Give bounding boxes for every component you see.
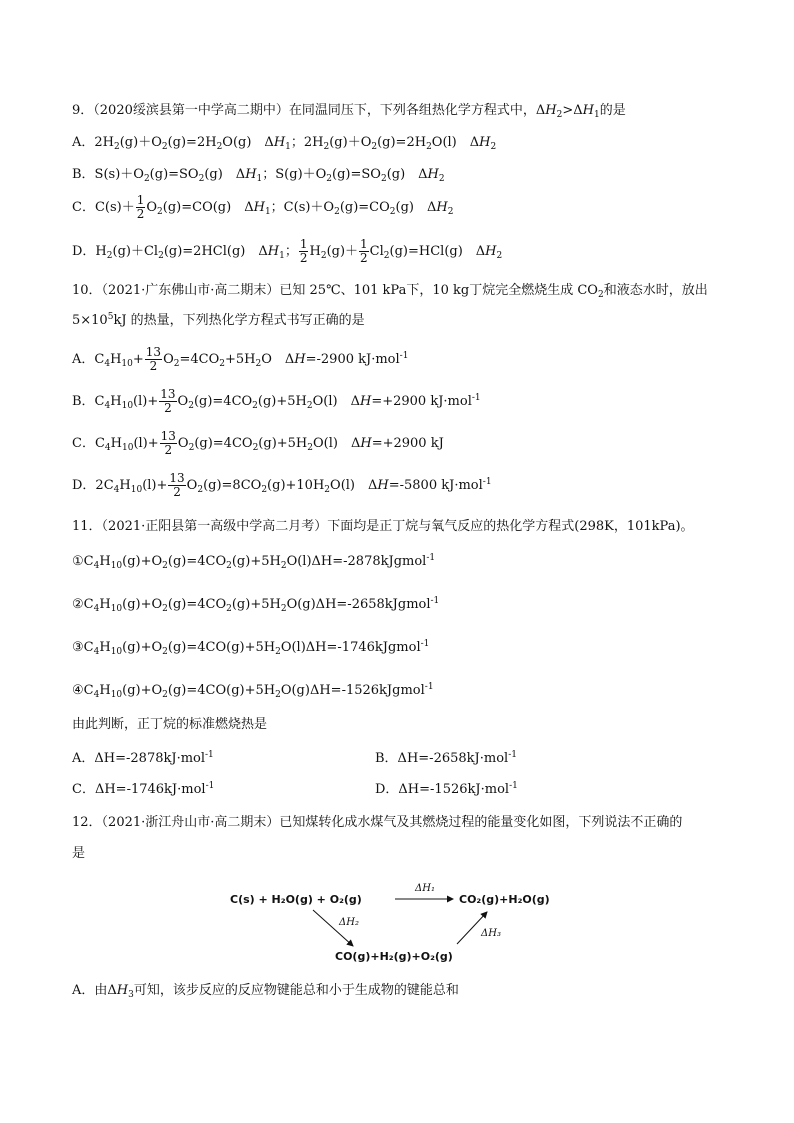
q9-stem-text: 9．（2020绥滨县第一中学高二期中）在同温同压下，下列各组热化学方程式中，$\Delta H_2>\Delta H_1$的是 bbox=[72, 103, 626, 120]
q11-option-a: A．ΔH=-2878kJ·mol$^{-1}$ bbox=[72, 750, 214, 766]
q11-stem: 11．（2021·正阳县第一高级中学高二月考）下面均是正丁烷与氧气反应的热化学方程式(298K，101kPa)。 bbox=[72, 519, 694, 534]
diagram-reactants: C(s) + H₂O(g) + O₂(g) bbox=[230, 893, 362, 906]
q9-option-b: B．$S(s)+O_2(g)=SO_2(g)$ $\Delta H_1$；$S(g)+O_2(g)=SO_2(g)$ $\Delta H_2$ bbox=[72, 167, 445, 184]
fraction: $\frac{1}{2}$ bbox=[299, 237, 308, 265]
q10-stem-line2: $5\times 10^5kJ$ 的热量，下列热化学方程式书写正确的是 bbox=[72, 312, 365, 328]
q11-equation-2: $②C_4H_{10}(g)+O_2(g)=4CO_2(g)+5H_2O(g)\Delta H=-2658kJgmol^{-1}$ bbox=[72, 596, 440, 614]
q9-option-c: C．C(s)＋ $\frac{1}{2}$ $O_2(g)=CO(g)$ $\Delta H_1$；$C(s)+O_2(g)=CO_2(g)$ $\Delta H_2$ bbox=[72, 193, 454, 221]
q9-option-d: D．$H_2(g)+Cl_2(g)=2HCl(g)$ $\Delta H_1$； $\frac{1}{2}$ $H_2(g)+$ $\frac{1}{2}$ $Cl_2(g)=HCl(g)$ $\Delta H_2$ bbox=[72, 237, 503, 265]
q10-option-a: A．$C_4H_{10}+$ $\frac{13}{2}$ $O_2=4CO_2+5H_2O$ ΔH=-2900 kJ·mol$^{-1}$ bbox=[72, 345, 409, 373]
q11-option-c: C．ΔH=-1746kJ·mol$^{-1}$ bbox=[72, 781, 215, 797]
fraction: $\frac{1}{2}$ bbox=[360, 237, 368, 265]
q9-option-a: A．$2H_2(g)+O_2(g)=2H_2O(g)$ $\Delta H_1$；$2H_2(g)+O_2(g)=2H_2O(l)$ $\Delta H_2$ bbox=[72, 135, 497, 152]
q10-option-d: D．$2C_4H_{10}(l)+$ $\frac{13}{2}$ $O_2(g)=8CO_2(g)+10H_2O(l)$ ΔH=-5800 kJ·mol$^{-1}$ bbox=[72, 471, 492, 499]
q11-equation-3: $③C_4H_{10}(g)+O_2(g)=4CO(g)+5H_2O(l)\Delta H=-1746kJgmol^{-1}$ bbox=[72, 639, 430, 657]
arrow-dh2 bbox=[313, 910, 353, 946]
diagram-products: CO₂(g)+H₂O(g) bbox=[459, 893, 550, 906]
fraction: $\frac{13}{2}$ bbox=[160, 429, 176, 457]
fraction: $\frac{13}{2}$ bbox=[169, 471, 185, 499]
q11-equation-1: $①C_4H_{10}(g)+O_2(g)=4CO_2(g)+5H_2O(l)\Delta H=-2878kJgmol^{-1}$ bbox=[72, 553, 436, 571]
q10-option-c: C．$C_4H_{10}(l)+$ $\frac{13}{2}$ $O_2(g)=4CO_2(g)+5H_2O(l)$ ΔH=+2900 kJ bbox=[72, 429, 444, 457]
fraction: $\frac{1}{2}$ bbox=[136, 193, 145, 221]
fraction: $\frac{13}{2}$ bbox=[160, 387, 176, 415]
diagram-intermediate: CO(g)+H₂(g)+O₂(g) bbox=[335, 950, 453, 963]
q11-option-d: D．ΔH=-1526kJ·mol$^{-1}$ bbox=[375, 781, 518, 797]
label-dh2: ΔH₂ bbox=[339, 917, 359, 928]
energy-pathway-diagram bbox=[225, 878, 585, 968]
q9-stem bbox=[72, 102, 626, 120]
label-dh3: ΔH₃ bbox=[481, 928, 501, 939]
q11-option-b: B．ΔH=-2658kJ·mol$^{-1}$ bbox=[375, 750, 517, 766]
q12-option-a: A．由$\Delta H_3$可知，该步反应的反应物键能总和小于生成物的键能总和 bbox=[72, 983, 459, 1000]
q11-equation-4: $④C_4H_{10}(g)+O_2(g)=4CO(g)+5H_2O(g)\Delta H=-1526kJgmol^{-1}$ bbox=[72, 682, 434, 700]
q10-stem-line1: 10．（2021·广东佛山市·高二期末）已知 25℃、101 kPa下，10 kg丁烷完全燃烧生成 $CO_2$和液态水时，放出 bbox=[72, 283, 708, 300]
q12-stem-line2: 是 bbox=[72, 846, 86, 861]
label-dh1: ΔH₁ bbox=[415, 883, 435, 894]
q10-option-b: B．$C_4H_{10}(l)+$ $\frac{13}{2}$ $O_2(g)=4CO_2(g)+5H_2O(l)$ ΔH=+2900 kJ·mol$^{-1}$ bbox=[72, 387, 481, 415]
q12-stem-line1: 12．（2021·浙江舟山市·高二期末）已知煤转化成水煤气及其燃烧过程的能量变化如图，下列说法不正确的 bbox=[72, 815, 683, 830]
q11-conclusion: 由此判断，正丁烷的标准燃烧热是 bbox=[72, 717, 268, 732]
fraction: $\frac{13}{2}$ bbox=[145, 345, 162, 373]
